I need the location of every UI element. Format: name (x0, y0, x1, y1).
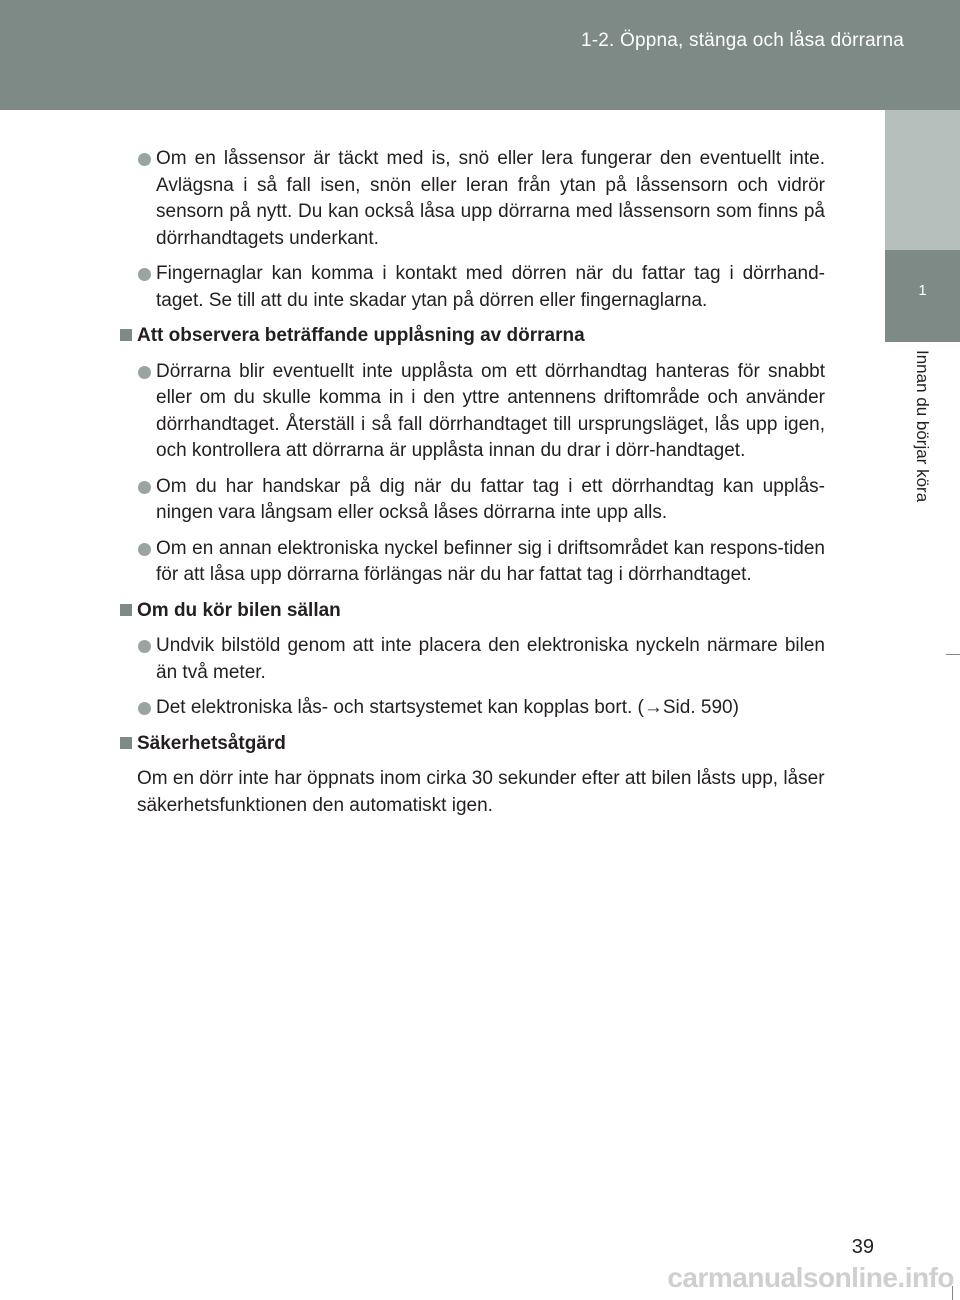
block-text: Undvik bilstöld genom att inte placera den elektroniska nyckeln närmare bilen än två meter. (156, 635, 825, 683)
block-text: Säkerhetsåtgärd (137, 732, 286, 754)
crop-mark-right (946, 654, 960, 655)
chapter-tab (885, 250, 960, 342)
bullet-item (120, 146, 825, 252)
heading-square-icon (120, 737, 132, 749)
bullet-item (120, 695, 825, 722)
block-text: Om en dörr inte har öppnats inom cirka 30 sekunder efter att bilen låsts upp, låser säkerhetsfunktionen den automatiskt igen. (137, 768, 825, 816)
section-title: 1-2. Öppna, stänga och låsa dörrarna (580, 30, 904, 51)
bullet-item (120, 359, 825, 465)
bullet-dot-icon (138, 153, 151, 166)
bullet-item (120, 474, 825, 527)
block-text: Det elektroniska lås- och startsystemet kan kopplas bort. (→Sid. 590) (156, 697, 739, 718)
block-text: Fingernaglar kan komma i kontakt med dörren när du fattar tag i dörrhand-taget. Se till att du inte skadar ytan på dörren eller fingernaglarna. (156, 263, 825, 311)
block-text: Dörrarna blir eventuellt inte upplåsta om ett dörrhandtag hanteras för snabbt eller om du skulle komma in i den yttre antennens driftområde och använder dörrhandtaget. Återställ i så fall dörrhandtaget till ursprungsläget, lås upp igen, och kontrollera att dörrarna är upplåsta innan du drar i dörr-handtaget. (156, 360, 825, 461)
crop-mark-top (952, 0, 953, 12)
bullet-dot-icon (138, 481, 151, 494)
bullet-dot-icon (138, 268, 151, 281)
paragraph (120, 766, 825, 819)
bullet-item (120, 261, 825, 314)
bullet-dot-icon (138, 640, 151, 653)
watermark: carmanualsonline.info (667, 1262, 954, 1293)
bullet-dot-icon (138, 366, 151, 379)
chapter-title: Innan du börjar köra (913, 350, 932, 503)
block-text: Om du kör bilen sällan (137, 599, 341, 621)
section-heading (120, 731, 825, 758)
block-text: Om en låssensor är täckt med is, snö eller lera fungerar den eventuellt inte. Avlägsna i så fall isen, snön eller leran från ytan på låssensorn och vidrör sensorn på nytt. Du kan också låsa upp dörrarna med låssensorn som finns på dörrhandtagets underkant. (156, 148, 825, 249)
side-tab-upper (885, 110, 960, 250)
page-number: 39 (851, 1236, 874, 1258)
heading-square-icon (120, 329, 132, 341)
chapter-number: 1 (918, 282, 927, 299)
section-heading (120, 323, 825, 350)
bullet-dot-icon (138, 702, 151, 715)
bullet-item (120, 633, 825, 686)
main-content (120, 146, 825, 828)
block-text: Om du har handskar på dig när du fattar tag i ett dörrhandtag kan upplås-ningen vara långsam eller också låses dörrarna inte upp alls. (156, 475, 825, 523)
block-text: Om en annan elektroniska nyckel befinner sig i driftsområdet kan respons-tiden för att låsa upp dörrarna förlängas när du har fattat tag i dörrhandtaget. (156, 537, 825, 585)
bullet-dot-icon (138, 543, 151, 556)
bullet-item (120, 536, 825, 589)
block-text: Att observera beträffande upplåsning av dörrarna (137, 325, 585, 346)
heading-square-icon (120, 604, 132, 616)
header-band (0, 0, 960, 110)
section-heading (120, 598, 825, 625)
